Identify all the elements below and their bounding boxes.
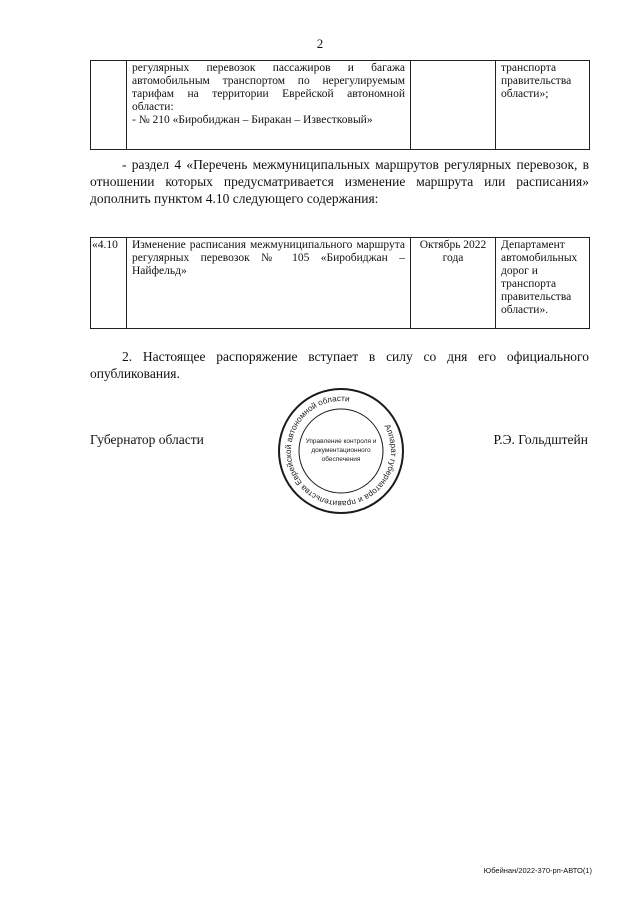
page-number: 2 xyxy=(316,36,324,51)
official-seal-stamp xyxy=(276,386,406,516)
route-description-cell xyxy=(127,61,411,150)
route-description-cell: Изменение расписания межмуниципального маршрута регулярных перевозок № 105 «Биробиджан – Найфельд» xyxy=(127,238,411,329)
signatory-name: Р.Э. Гольдштейн xyxy=(493,432,588,447)
row-number-cell: «4.10 xyxy=(91,238,127,329)
route-description-text: регулярных перевозок пассажиров и багажа автомобильным транспортом по нерегулируемым тарифам на территории Еврейской автономной области: xyxy=(132,62,405,113)
seal-center-line: обеспечения xyxy=(321,456,361,463)
routes-table-continued xyxy=(90,60,590,150)
enactment-paragraph: 2. Настоящее распоряжение вступает в силу со дня его официального опубликования. xyxy=(90,349,589,381)
responsible-cell: Департамент автомобильных дорог и транспорта правительства области». xyxy=(496,238,590,329)
routes-table-new-item xyxy=(90,237,590,329)
seal-ring-text: Аппарат губернатора и правительства Еврейской автономной области xyxy=(283,393,399,509)
signatory-title: Губернатор области xyxy=(90,432,204,447)
route-item: - № 210 «Биробиджан – Биракан – Известковый» xyxy=(132,114,373,126)
date-cell xyxy=(411,61,496,150)
section-amendment-paragraph: - раздел 4 «Перечень межмуниципальных маршрутов регулярных перевозок, в отношении которых предусматривается изменение маршрута или расписания» дополнить пунктом 4.10 следующего содержания: xyxy=(90,157,589,206)
seal-center-line: Управление контроля и xyxy=(305,438,377,445)
date-cell: Октябрь 2022 года xyxy=(411,238,496,329)
table-row xyxy=(91,238,590,329)
row-number-cell xyxy=(91,61,127,150)
document-code: Юбейнан/2022-370-рп-АВТО(1) xyxy=(483,866,592,875)
table-row xyxy=(91,61,590,150)
responsible-cell: транспорта правительства области»; xyxy=(496,61,590,150)
seal-center-line: документационного xyxy=(311,447,371,454)
